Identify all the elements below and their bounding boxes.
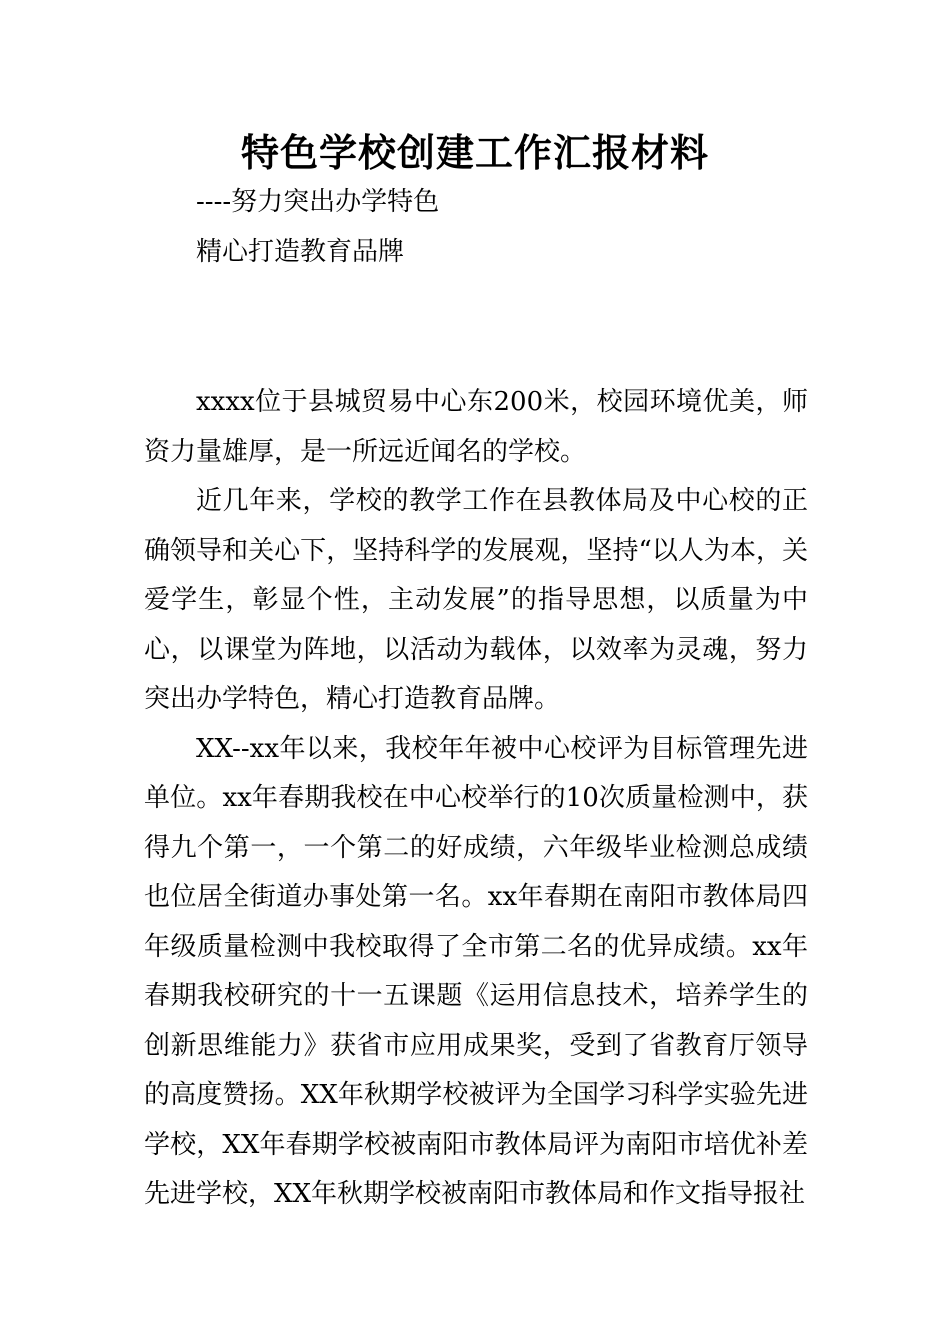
document-subtitle-line-1: ----努力突出办学特色 <box>196 187 440 217</box>
document-title: 特色学校创建工作汇报材料 <box>240 130 709 175</box>
body-paragraph-guidance: 近几年来，学校的教学工作在县教体局及中心校的正确领导和关心下，坚持科学的发展观，坚持“以人为本，关爱学生，彰显个性，主动发展”的指导思想，以质量为中心，以课堂为阵地，以活动为载体，以效率为灵魂，努力突出办学特色，精心打造教育品牌。 <box>144 486 808 714</box>
document-subtitle-line-2: 精心打造教育品牌 <box>196 237 405 267</box>
body-paragraph-intro: xxxx位于县城贸易中心东200米，校园环境优美，师资力量雄厚，是一所远近闻名的学校。 <box>144 387 808 467</box>
body-paragraph-achievements: XX--xx年以来，我校年年被中心校评为目标管理先进单位。xx年春期我校在中心校举行的10次质量检测中，获得九个第一，一个第二的好成绩，六年级毕业检测总成绩也位居全街道办事处第一名。xx年春期在南阳市教体局四年级质量检测中我校取得了全市第二名的优异成绩。xx年春期我校研究的十一五课题《运用信息技术，培养学生的创新思维能力》获省市应用成果奖，受到了省教育厅领导的高度赞扬。XX年秋期学校被评为全国学习科学实验先进学校，XX年春期学校被南阳市教体局评为南阳市培优补差先进学校，XX年秋期学校被南阳市教体局和作文指导报社 <box>144 733 808 1209</box>
document-body <box>144 378 808 1220</box>
